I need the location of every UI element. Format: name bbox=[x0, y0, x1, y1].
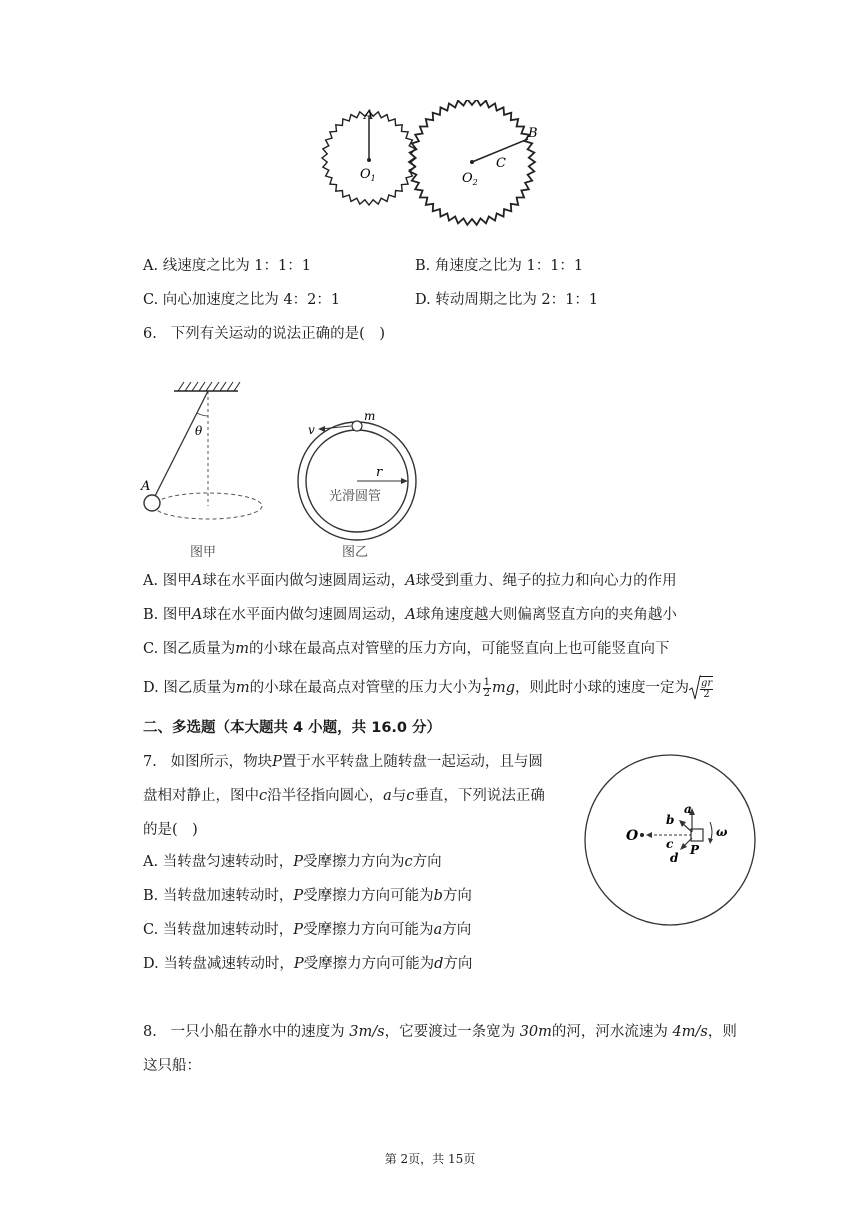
q7-stem-line3: 的是( ) bbox=[143, 822, 198, 838]
label-A: A bbox=[364, 108, 374, 123]
q5-option-a[interactable]: A. 线速度之比为 1：1：1 bbox=[143, 258, 311, 274]
ball-A-label: A bbox=[141, 479, 151, 494]
q5-option-c[interactable]: C. 向心加速度之比为 4：2：1 bbox=[143, 292, 341, 308]
q5-option-d[interactable]: D. 转动周期之比为 2：1：1 bbox=[415, 292, 599, 308]
label-B: B bbox=[528, 126, 538, 141]
q7-stem-line2: 盘相对静止，图中c沿半径指向圆心，a与c垂直，下列说法正确 bbox=[143, 788, 545, 804]
label-P: P bbox=[690, 843, 700, 857]
q7-stem-line1: 7. 如图所示，物块P置于水平转盘上随转盘一起运动，且与圆 bbox=[143, 754, 543, 770]
turntable-figure bbox=[570, 752, 770, 932]
label-d: d bbox=[670, 851, 679, 865]
tube-label: 光滑圆管 bbox=[329, 489, 382, 504]
section-heading-multi-choice: 二、多选题（本大题共 4 小题，共 16.0 分） bbox=[143, 720, 442, 736]
page-footer: 第 2页，共 15页 bbox=[384, 1152, 476, 1166]
m-label: m bbox=[364, 409, 376, 423]
v-label: v bbox=[308, 423, 315, 437]
label-b: b bbox=[666, 813, 675, 827]
fraction-half: $\frac{1}{2}$ bbox=[483, 676, 490, 699]
gears-figure bbox=[310, 100, 550, 230]
q7-option-d[interactable]: D. 当转盘减速转动时，P受摩擦力方向可能为d方向 bbox=[143, 956, 473, 972]
q5-option-b[interactable]: B. 角速度之比为 1：1：1 bbox=[415, 258, 584, 274]
q6-option-d[interactable]: D. 图乙质量为m的小球在最高点对管壁的压力大小为 $\frac{1}{2}$ mg，则此时小球的速度一定为 $\frac{gr}{2}$ bbox=[143, 676, 713, 700]
q6-option-a[interactable]: A. 图甲A球在水平面内做匀速圆周运动，A球受到重力、绳子的拉力和向心力的作用 bbox=[143, 573, 677, 589]
r-label: r bbox=[376, 465, 383, 480]
caption-jia: 图甲 bbox=[190, 545, 217, 560]
q7-option-a[interactable]: A. 当转盘匀速转动时，P受摩擦力方向为c方向 bbox=[143, 854, 442, 870]
label-C: C bbox=[496, 156, 506, 171]
q6-stem: 6. 下列有关运动的说法正确的是( ) bbox=[143, 326, 385, 342]
q8-stem-line2: 这只船： bbox=[143, 1058, 201, 1074]
q7-option-c[interactable]: C. 当转盘加速转动时，P受摩擦力方向可能为a方向 bbox=[143, 922, 472, 938]
caption-yi: 图乙 bbox=[342, 545, 369, 560]
theta-label: θ bbox=[195, 424, 203, 438]
q6-option-c[interactable]: C. 图乙质量为m的小球在最高点对管壁的压力方向，可能竖直向上也可能竖直向下 bbox=[143, 641, 670, 657]
label-O2: $O_2$ bbox=[462, 171, 478, 187]
figure-jia bbox=[138, 378, 273, 563]
q7-option-b[interactable]: B. 当转盘加速转动时，P受摩擦力方向可能为b方向 bbox=[143, 888, 472, 904]
label-O: O bbox=[626, 828, 639, 844]
label-a: a bbox=[684, 802, 692, 816]
sqrt-expression: $\frac{gr}{2}$ bbox=[689, 675, 714, 701]
label-O1: $O_1$ bbox=[360, 167, 376, 183]
q6-option-b[interactable]: B. 图甲A球在水平面内做匀速圆周运动，A球角速度越大则偏离竖直方向的夹角越小 bbox=[143, 607, 677, 623]
figure-yi bbox=[296, 404, 426, 564]
label-c: c bbox=[666, 837, 674, 851]
label-omega: ω bbox=[716, 825, 728, 839]
q8-stem-line1: 8. 一只小船在静水中的速度为 3m/s，它要渡过一条宽为 30m的河，河水流速为 4m/s，则 bbox=[143, 1024, 737, 1040]
